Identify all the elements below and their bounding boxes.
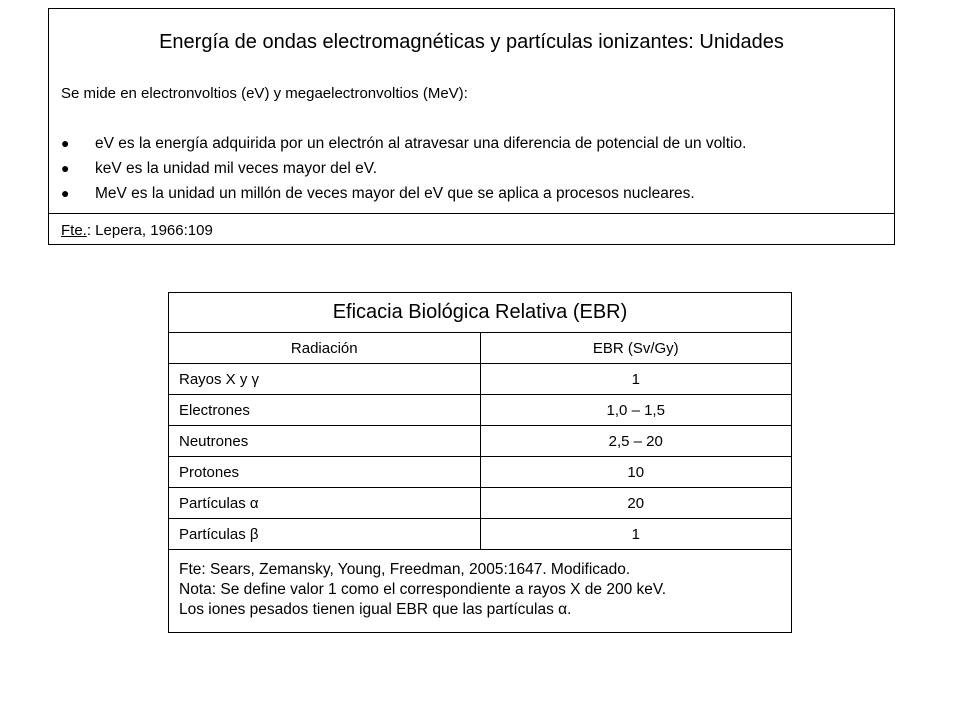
heavy-ions-note: Los iones pesados tienen igual EBR que las partículas α. [179, 601, 572, 618]
list-item: ● keV es la unidad mil veces mayor del eV. [49, 156, 746, 181]
radiation-cell: Neutrones [169, 426, 481, 457]
ebr-table-title: Eficacia Biológica Relativa (EBR) [169, 293, 792, 333]
bullet-icon: ● [61, 185, 70, 201]
table-row [169, 364, 792, 395]
list-item: ● eV es la energía adquirida por un electrón al atravesar una diferencia de potencial de un voltio. [49, 131, 746, 156]
column-header-radiation: Radiación [169, 333, 481, 364]
ebr-table [168, 292, 792, 633]
ebr-value-cell: 1,0 – 1,5 [480, 395, 792, 426]
bullet-icon: ● [61, 160, 70, 176]
radiation-cell: Partículas β [169, 519, 481, 550]
radiation-cell: Protones [169, 457, 481, 488]
source-text: : Lepera, 1966:109 [86, 222, 213, 239]
bullet-icon: ● [61, 135, 70, 151]
list-item: ● MeV es la unidad un millón de veces mayor del eV que se aplica a procesos nucleares. [49, 181, 746, 206]
table-row [169, 457, 792, 488]
energy-units-box [48, 8, 895, 245]
energy-units-list [49, 131, 746, 206]
radiation-cell: Rayos X y γ [169, 364, 481, 395]
energy-units-intro: Se mide en electronvoltios (eV) y megaelectronvoltios (MeV): [61, 85, 468, 102]
energy-units-source [61, 222, 213, 239]
source-label: Fte. [61, 222, 87, 239]
column-header-ebr: EBR (Sv/Gy) [480, 333, 792, 364]
ebr-value-cell: 1 [480, 519, 792, 550]
table-header-row [169, 333, 792, 364]
table-row [169, 519, 792, 550]
table-row [169, 426, 792, 457]
ebr-value-cell: 10 [480, 457, 792, 488]
ebr-value-cell: 20 [480, 488, 792, 519]
ebr-value-cell: 1 [480, 364, 792, 395]
ebr-table-notes [169, 550, 792, 633]
definition-note: Nota: Se define valor 1 como el correspondiente a rayos X de 200 keV. [179, 581, 667, 598]
radiation-cell: Partículas α [169, 488, 481, 519]
source-note: Fte: Sears, Zemansky, Young, Freedman, 2005:1647. Modificado. [179, 561, 631, 578]
divider [49, 213, 894, 214]
table-row [169, 395, 792, 426]
ebr-value-cell: 2,5 – 20 [480, 426, 792, 457]
table-row [169, 488, 792, 519]
energy-units-title: Energía de ondas electromagnéticas y partículas ionizantes: Unidades [159, 31, 784, 53]
radiation-cell: Electrones [169, 395, 481, 426]
